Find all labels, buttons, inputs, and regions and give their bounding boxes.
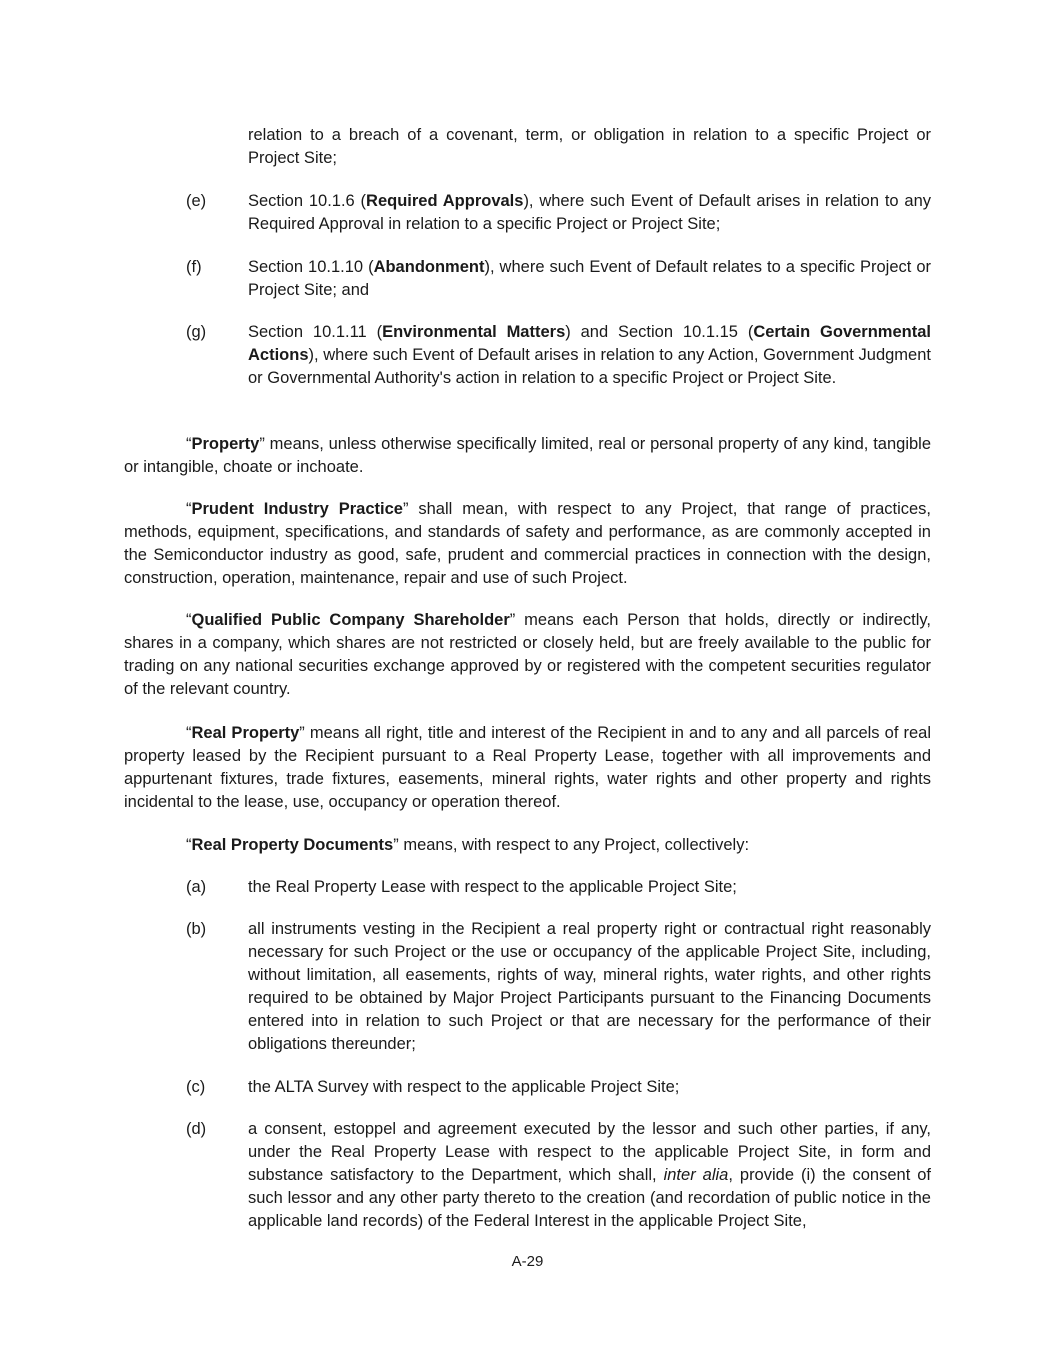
definition-property bbox=[124, 433, 931, 479]
continuation-paragraph bbox=[248, 124, 931, 170]
text-run: ), where such Event of Default arises in relation to any Action, Government Judgment or Governmental Authority's action in relation to a specific Project or Project Site. bbox=[248, 346, 931, 387]
definition-text: means all right, title and interest of the Recipient in and to any and all parcels of real property leased by the Recipient pursuant to a Real Property Lease, together with all improvements and appurtenant fixtures, trade fixtures, easements, mineral rights, water rights and other property and rights incidental to the lease, use, occupancy or operation thereof. bbox=[124, 724, 931, 811]
italic-term: inter alia bbox=[663, 1166, 729, 1184]
definition-real-property bbox=[124, 722, 931, 814]
quote-close: ” bbox=[402, 500, 409, 518]
continuation-text: relation to a breach of a covenant, term, or obligation in relation to a specific Project or Project Site; bbox=[248, 126, 931, 167]
quote-open: “ bbox=[186, 611, 192, 629]
item-label: (g) bbox=[186, 323, 207, 341]
item-label: (d) bbox=[186, 1120, 207, 1138]
bold-term: Required Approvals bbox=[366, 192, 524, 210]
text-run: ) and Section 10.1.15 ( bbox=[565, 323, 754, 341]
quote-open: “ bbox=[186, 836, 192, 854]
item-label: (e) bbox=[186, 192, 207, 210]
definition-text: shall mean, with respect to any Project, that range of practices, methods, equipment, specifications, and standards of safety and performance, as are commonly accepted in the Semiconductor industry as good, safe, prudent and commercial practices in connection with the design, construction, operation, maintenance, repair and use of such Project. bbox=[124, 500, 932, 587]
bold-term: Certain Governmental Actions bbox=[248, 323, 931, 364]
defined-term: Qualified Public Company Shareholder bbox=[191, 611, 510, 629]
definition-text: means, with respect to any Project, collectively: bbox=[398, 836, 750, 854]
definition-text: means, unless otherwise specifically limited, real or personal property of any kind, tangible or intangible, choate or inchoate. bbox=[124, 435, 931, 476]
text-run: Section 10.1.11 ( bbox=[248, 323, 383, 341]
quote-close: ” bbox=[259, 435, 265, 453]
defined-term: Real Property Documents bbox=[191, 836, 394, 854]
item-text bbox=[248, 321, 931, 390]
page-number: A-29 bbox=[511, 1253, 544, 1270]
definition-text: means each Person that holds, directly or indirectly, shares in a company, which shares are not restricted or closely held, but are freely available to the public for trading on any national securities exchange approved by or registered with the competent securities regulator of the relevant country. bbox=[124, 611, 931, 698]
item-label: (f) bbox=[186, 258, 202, 276]
definition-prudent-industry-practice bbox=[124, 498, 931, 590]
item-text bbox=[248, 256, 931, 302]
item-label: (b) bbox=[186, 920, 207, 938]
quote-open: “ bbox=[186, 500, 192, 518]
quote-open: “ bbox=[186, 435, 192, 453]
quote-close: ” bbox=[393, 836, 399, 854]
item-text: all instruments vesting in the Recipient a real property right or contractual right reasonably necessary for such Project or the use or occupancy of the applicable Project Site, including, without limitation, all easements, rights of way, mineral rights, water rights, and other rights required to be obtained by Major Project Participants pursuant to the Financing Documents entered into in relation to such Project or that are necessary for the performance of their obligations thereunder; bbox=[248, 920, 931, 1053]
text-run: a consent, estoppel and agreement executed by the lessor and such other parties, if any, under the Real Property Lease with respect to the applicable Project Site, in form and substance satisfactory to the Department, which shall, bbox=[248, 1120, 931, 1184]
item-label: (c) bbox=[186, 1078, 206, 1096]
text-run: ), where such Event of Default relates to a specific Project or Project Site; and bbox=[248, 258, 931, 299]
defined-term: Property bbox=[191, 435, 260, 453]
text-run: Section 10.1.6 ( bbox=[248, 192, 367, 210]
defined-term: Prudent Industry Practice bbox=[191, 500, 403, 518]
definition-real-property-documents bbox=[124, 834, 931, 857]
quote-close: ” bbox=[299, 724, 305, 742]
text-run: , provide (i) the consent of such lessor and any other party thereto to the creation (and recordation of public notice in the applicable land records) of the Federal Interest in the applicable Project Site, bbox=[248, 1166, 931, 1230]
item-text: the ALTA Survey with respect to the applicable Project Site; bbox=[248, 1078, 680, 1096]
bold-term: Environmental Matters bbox=[382, 323, 566, 341]
text-run: Section 10.1.10 ( bbox=[248, 258, 374, 276]
bold-term: Abandonment bbox=[373, 258, 485, 276]
item-text bbox=[248, 1118, 931, 1233]
quote-close: ” bbox=[509, 611, 516, 629]
defined-term: Real Property bbox=[191, 724, 300, 742]
item-text bbox=[248, 190, 931, 236]
quote-open: “ bbox=[186, 724, 192, 742]
item-label: (a) bbox=[186, 878, 207, 896]
definition-qualified-public-company-shareholder bbox=[124, 609, 931, 701]
text-run: ), where such Event of Default arises in relation to any Required Approval in relation to a specific Project or Project Site; bbox=[248, 192, 931, 233]
item-text: the Real Property Lease with respect to the applicable Project Site; bbox=[248, 878, 737, 896]
